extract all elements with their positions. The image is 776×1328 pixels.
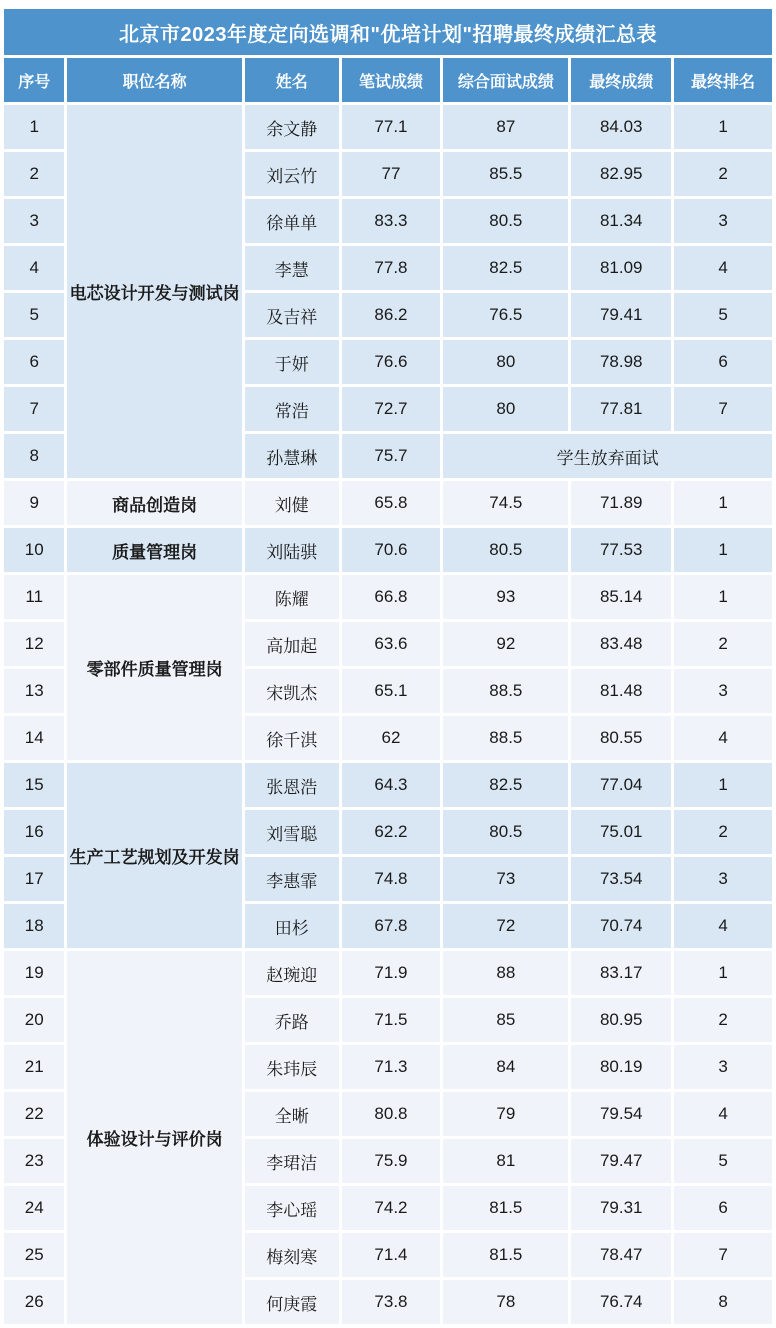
cell-index: 3 [4, 199, 64, 243]
cell-rank: 3 [674, 857, 772, 901]
cell-index: 14 [4, 716, 64, 760]
cell-rank: 3 [674, 1045, 772, 1089]
cell-final-score: 79.41 [571, 293, 671, 337]
cell-written-score: 71.5 [342, 998, 441, 1042]
cell-position: 生产工艺规划及开发岗 [67, 763, 241, 948]
cell-index: 25 [4, 1233, 64, 1277]
cell-name: 徐千淇 [245, 716, 339, 760]
cell-rank: 6 [674, 340, 772, 384]
cell-interview-score: 78 [443, 1280, 568, 1324]
cell-written-score: 66.8 [342, 575, 441, 619]
cell-interview-score: 81.5 [443, 1233, 568, 1277]
cell-index: 26 [4, 1280, 64, 1324]
cell-final-score: 81.34 [571, 199, 671, 243]
cell-name: 全晰 [245, 1092, 339, 1136]
cell-written-score: 76.6 [342, 340, 441, 384]
cell-interview-score: 85.5 [443, 152, 568, 196]
cell-written-score: 62 [342, 716, 441, 760]
cell-written-score: 75.9 [342, 1139, 441, 1183]
cell-name: 余文静 [245, 105, 339, 149]
table-row [4, 951, 772, 995]
cell-interview-score: 81.5 [443, 1186, 568, 1230]
column-header-rank: 最终排名 [674, 58, 772, 102]
cell-index: 2 [4, 152, 64, 196]
cell-name: 李慧 [245, 246, 339, 290]
cell-written-score: 71.3 [342, 1045, 441, 1089]
cell-interview-score: 80.5 [443, 528, 568, 572]
cell-rank: 2 [674, 998, 772, 1042]
column-header-interview: 综合面试成绩 [443, 58, 568, 102]
page-title: 北京市2023年度定向选调和"优培计划"招聘最终成绩汇总表 [4, 9, 772, 55]
cell-final-score: 77.53 [571, 528, 671, 572]
cell-final-score: 75.01 [571, 810, 671, 854]
cell-written-score: 86.2 [342, 293, 441, 337]
column-header-final: 最终成绩 [571, 58, 671, 102]
cell-index: 7 [4, 387, 64, 431]
cell-name: 陈耀 [245, 575, 339, 619]
cell-name: 徐单单 [245, 199, 339, 243]
cell-index: 1 [4, 105, 64, 149]
cell-final-score: 79.47 [571, 1139, 671, 1183]
cell-index: 23 [4, 1139, 64, 1183]
cell-final-score: 80.55 [571, 716, 671, 760]
cell-interview-score: 74.5 [443, 481, 568, 525]
cell-rank: 4 [674, 1092, 772, 1136]
cell-name: 梅刻寒 [245, 1233, 339, 1277]
cell-name: 李心瑶 [245, 1186, 339, 1230]
cell-written-score: 77.1 [342, 105, 441, 149]
cell-final-score: 77.04 [571, 763, 671, 807]
cell-rank: 6 [674, 1186, 772, 1230]
cell-final-score: 77.81 [571, 387, 671, 431]
cell-interview-score: 79 [443, 1092, 568, 1136]
cell-index: 19 [4, 951, 64, 995]
cell-interview-score: 88.5 [443, 716, 568, 760]
cell-final-score: 83.17 [571, 951, 671, 995]
cell-name: 刘健 [245, 481, 339, 525]
cell-final-score: 79.54 [571, 1092, 671, 1136]
cell-index: 16 [4, 810, 64, 854]
cell-interview-score: 92 [443, 622, 568, 666]
cell-name: 李惠霏 [245, 857, 339, 901]
cell-written-score: 71.4 [342, 1233, 441, 1277]
cell-interview-score: 85 [443, 998, 568, 1042]
cell-index: 18 [4, 904, 64, 948]
cell-rank: 5 [674, 293, 772, 337]
table-row [4, 105, 772, 149]
cell-interview-score: 87 [443, 105, 568, 149]
cell-written-score: 77 [342, 152, 441, 196]
cell-rank: 4 [674, 716, 772, 760]
cell-name: 刘雪聪 [245, 810, 339, 854]
cell-final-score: 82.95 [571, 152, 671, 196]
cell-merged-note: 学生放弃面试 [443, 434, 772, 478]
cell-final-score: 80.95 [571, 998, 671, 1042]
cell-index: 10 [4, 528, 64, 572]
cell-rank: 1 [674, 575, 772, 619]
cell-rank: 7 [674, 1233, 772, 1277]
cell-written-score: 83.3 [342, 199, 441, 243]
cell-written-score: 63.6 [342, 622, 441, 666]
cell-position: 电芯设计开发与测试岗 [67, 105, 241, 478]
table-row [4, 481, 772, 525]
cell-index: 22 [4, 1092, 64, 1136]
cell-rank: 8 [674, 1280, 772, 1324]
cell-final-score: 83.48 [571, 622, 671, 666]
cell-position: 商品创造岗 [67, 481, 241, 525]
cell-written-score: 74.2 [342, 1186, 441, 1230]
cell-rank: 1 [674, 481, 772, 525]
header-row [4, 58, 772, 102]
cell-index: 11 [4, 575, 64, 619]
cell-position: 体验设计与评价岗 [67, 951, 241, 1324]
cell-name: 赵琬迎 [245, 951, 339, 995]
cell-name: 及吉祥 [245, 293, 339, 337]
cell-written-score: 71.9 [342, 951, 441, 995]
cell-interview-score: 80 [443, 340, 568, 384]
cell-rank: 5 [674, 1139, 772, 1183]
cell-rank: 4 [674, 246, 772, 290]
cell-written-score: 73.8 [342, 1280, 441, 1324]
cell-index: 17 [4, 857, 64, 901]
cell-name: 刘云竹 [245, 152, 339, 196]
cell-index: 9 [4, 481, 64, 525]
cell-index: 6 [4, 340, 64, 384]
cell-index: 12 [4, 622, 64, 666]
cell-written-score: 80.8 [342, 1092, 441, 1136]
cell-final-score: 78.98 [571, 340, 671, 384]
cell-rank: 1 [674, 763, 772, 807]
column-header-written: 笔试成绩 [342, 58, 441, 102]
table-row [4, 575, 772, 619]
table-row [4, 763, 772, 807]
cell-name: 于妍 [245, 340, 339, 384]
table-row [4, 528, 772, 572]
cell-written-score: 65.1 [342, 669, 441, 713]
cell-index: 4 [4, 246, 64, 290]
cell-name: 刘陆骐 [245, 528, 339, 572]
cell-interview-score: 80 [443, 387, 568, 431]
results-table-body [4, 105, 772, 1324]
cell-position: 零部件质量管理岗 [67, 575, 241, 760]
cell-rank: 2 [674, 622, 772, 666]
cell-final-score: 71.89 [571, 481, 671, 525]
cell-written-score: 62.2 [342, 810, 441, 854]
cell-index: 8 [4, 434, 64, 478]
cell-rank: 3 [674, 199, 772, 243]
cell-position: 质量管理岗 [67, 528, 241, 572]
cell-name: 常浩 [245, 387, 339, 431]
cell-final-score: 84.03 [571, 105, 671, 149]
title-row [4, 9, 772, 55]
cell-interview-score: 76.5 [443, 293, 568, 337]
cell-final-score: 73.54 [571, 857, 671, 901]
cell-interview-score: 84 [443, 1045, 568, 1089]
cell-name: 朱玮辰 [245, 1045, 339, 1089]
column-header-name: 姓名 [245, 58, 339, 102]
cell-final-score: 81.48 [571, 669, 671, 713]
cell-rank: 4 [674, 904, 772, 948]
cell-rank: 7 [674, 387, 772, 431]
cell-name: 张恩浩 [245, 763, 339, 807]
cell-interview-score: 80.5 [443, 199, 568, 243]
cell-written-score: 72.7 [342, 387, 441, 431]
cell-final-score: 76.74 [571, 1280, 671, 1324]
cell-index: 15 [4, 763, 64, 807]
cell-final-score: 81.09 [571, 246, 671, 290]
cell-rank: 1 [674, 528, 772, 572]
results-table [1, 6, 775, 1327]
cell-interview-score: 82.5 [443, 246, 568, 290]
cell-rank: 2 [674, 152, 772, 196]
cell-rank: 1 [674, 105, 772, 149]
cell-written-score: 74.8 [342, 857, 441, 901]
cell-written-score: 64.3 [342, 763, 441, 807]
cell-final-score: 80.19 [571, 1045, 671, 1089]
cell-name: 孙慧琳 [245, 434, 339, 478]
cell-index: 13 [4, 669, 64, 713]
column-header-index: 序号 [4, 58, 64, 102]
cell-name: 田杉 [245, 904, 339, 948]
cell-final-score: 85.14 [571, 575, 671, 619]
cell-name: 宋凯杰 [245, 669, 339, 713]
cell-name: 李珺洁 [245, 1139, 339, 1183]
cell-rank: 3 [674, 669, 772, 713]
cell-interview-score: 88 [443, 951, 568, 995]
cell-interview-score: 82.5 [443, 763, 568, 807]
cell-written-score: 65.8 [342, 481, 441, 525]
cell-index: 21 [4, 1045, 64, 1089]
cell-written-score: 77.8 [342, 246, 441, 290]
cell-interview-score: 93 [443, 575, 568, 619]
cell-index: 20 [4, 998, 64, 1042]
cell-written-score: 70.6 [342, 528, 441, 572]
cell-rank: 1 [674, 951, 772, 995]
cell-final-score: 70.74 [571, 904, 671, 948]
column-header-position: 职位名称 [67, 58, 241, 102]
cell-index: 5 [4, 293, 64, 337]
cell-interview-score: 80.5 [443, 810, 568, 854]
cell-rank: 2 [674, 810, 772, 854]
cell-written-score: 75.7 [342, 434, 441, 478]
cell-name: 乔路 [245, 998, 339, 1042]
cell-interview-score: 72 [443, 904, 568, 948]
cell-final-score: 79.31 [571, 1186, 671, 1230]
cell-interview-score: 88.5 [443, 669, 568, 713]
cell-interview-score: 73 [443, 857, 568, 901]
cell-index: 24 [4, 1186, 64, 1230]
cell-interview-score: 81 [443, 1139, 568, 1183]
cell-written-score: 67.8 [342, 904, 441, 948]
cell-final-score: 78.47 [571, 1233, 671, 1277]
cell-name: 高加起 [245, 622, 339, 666]
cell-name: 何庚霞 [245, 1280, 339, 1324]
